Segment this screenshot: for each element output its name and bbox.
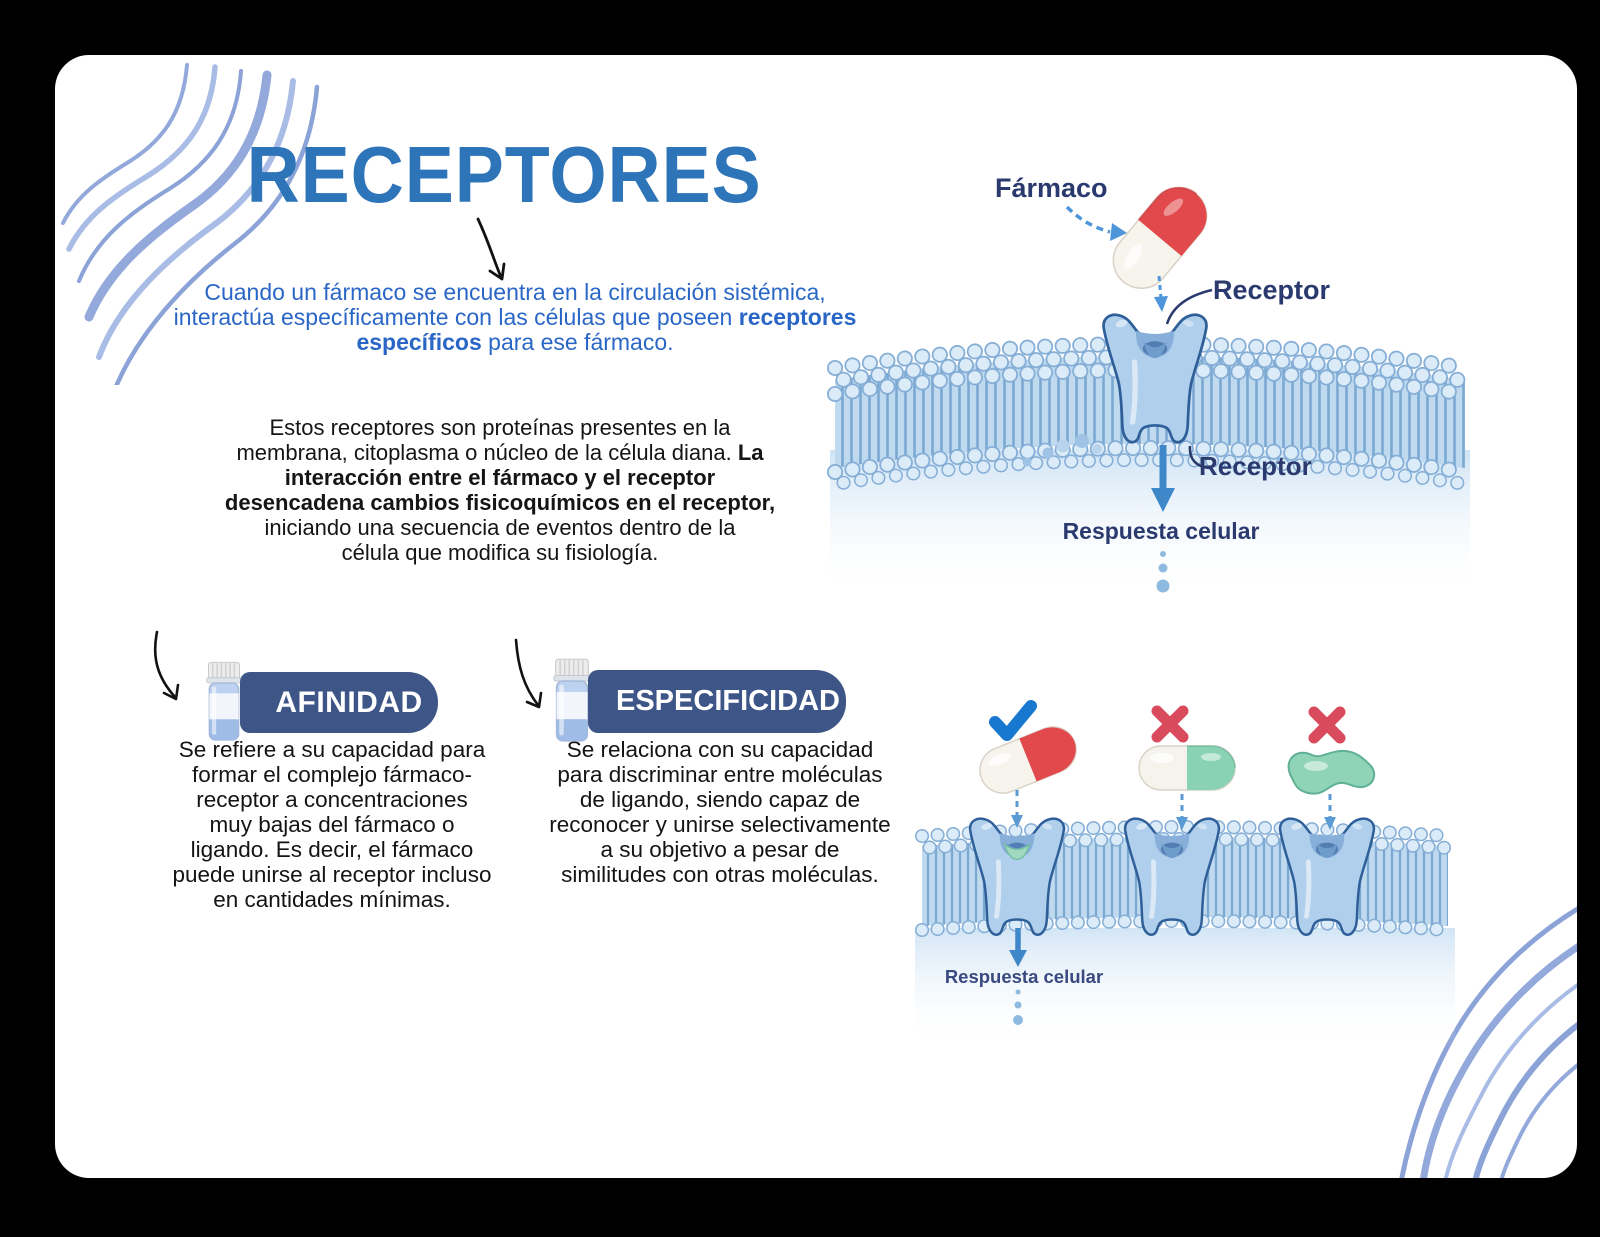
- binding-arrows: [1017, 790, 1330, 818]
- intro-line: Cuando un fármaco se encuentra en la circulación sistémica,: [204, 279, 826, 305]
- description-line: desencadena cambios fisicoquímicos en el receptor,: [224, 490, 776, 515]
- check-icon: [995, 706, 1031, 735]
- vial-icon: [552, 653, 592, 749]
- description-paragraph: [180, 415, 820, 565]
- description-line: interacción entre el fármaco y el receptor: [284, 465, 716, 490]
- receptor-label-lower: Receptor: [1199, 451, 1312, 481]
- content-card: [55, 55, 1577, 1178]
- afinidad-badge-label: AFINIDAD: [275, 685, 423, 719]
- hand-arrow-icon: [470, 213, 520, 288]
- description-line: célula que modifica su fisiología.: [341, 540, 659, 565]
- description-line: Estos receptores son proteínas presentes en la: [269, 415, 731, 440]
- intro-paragraph: [135, 280, 895, 355]
- vial-icon: [205, 655, 243, 749]
- intro-line: interactúa específicamente con las células que poseen receptores: [173, 304, 857, 330]
- hand-arrow-icon: [147, 627, 192, 707]
- mismatch-molecule-blob: [1289, 751, 1375, 794]
- cross-icon: [1157, 711, 1183, 737]
- matching-capsule-icon: [973, 720, 1083, 800]
- mismatch-capsule-icon: [1139, 746, 1235, 790]
- specificity-diagram: [900, 660, 1470, 1060]
- cross-icon: [1314, 712, 1340, 738]
- page-title: RECEPTORES: [246, 130, 762, 219]
- cytoplasm-glow: [915, 928, 1455, 1048]
- afinidad-body: Se refiere a su capacidad para formar el complejo fármaco-receptor a concentraciones muy bajas del fármaco o ligando. Es decir, el fármaco puede unirse al receptor incluso en cantidades mínimas.: [172, 737, 492, 912]
- hand-arrow-icon: [508, 635, 553, 715]
- farmaco-label: Fármaco: [995, 173, 1108, 203]
- afinidad-badge: [240, 672, 438, 733]
- intro-line: específicos para ese fármaco.: [356, 329, 674, 355]
- drug-capsule-icon: [1102, 176, 1218, 299]
- farmaco-pointer-arrow: [1067, 207, 1127, 241]
- especificidad-body: Se relaciona con su capacidad para discriminar entre moléculas de ligando, siendo capaz de reconocer y unirse selectivamente a su objetivo a pesar de similitudes con otras moléculas.: [549, 737, 891, 887]
- especificidad-badge-label: ESPECIFICIDAD: [616, 685, 840, 717]
- receptor-label-upper: Receptor: [1213, 275, 1331, 305]
- respuesta-celular-label: Respuesta celular: [1062, 518, 1260, 544]
- description-line: membrana, citoplasma o núcleo de la célula diana. La: [236, 440, 764, 465]
- respuesta-celular-label: Respuesta celular: [944, 966, 1104, 987]
- especificidad-badge: [588, 670, 846, 733]
- description-line: iniciando una secuencia de eventos dentro de la: [264, 515, 736, 540]
